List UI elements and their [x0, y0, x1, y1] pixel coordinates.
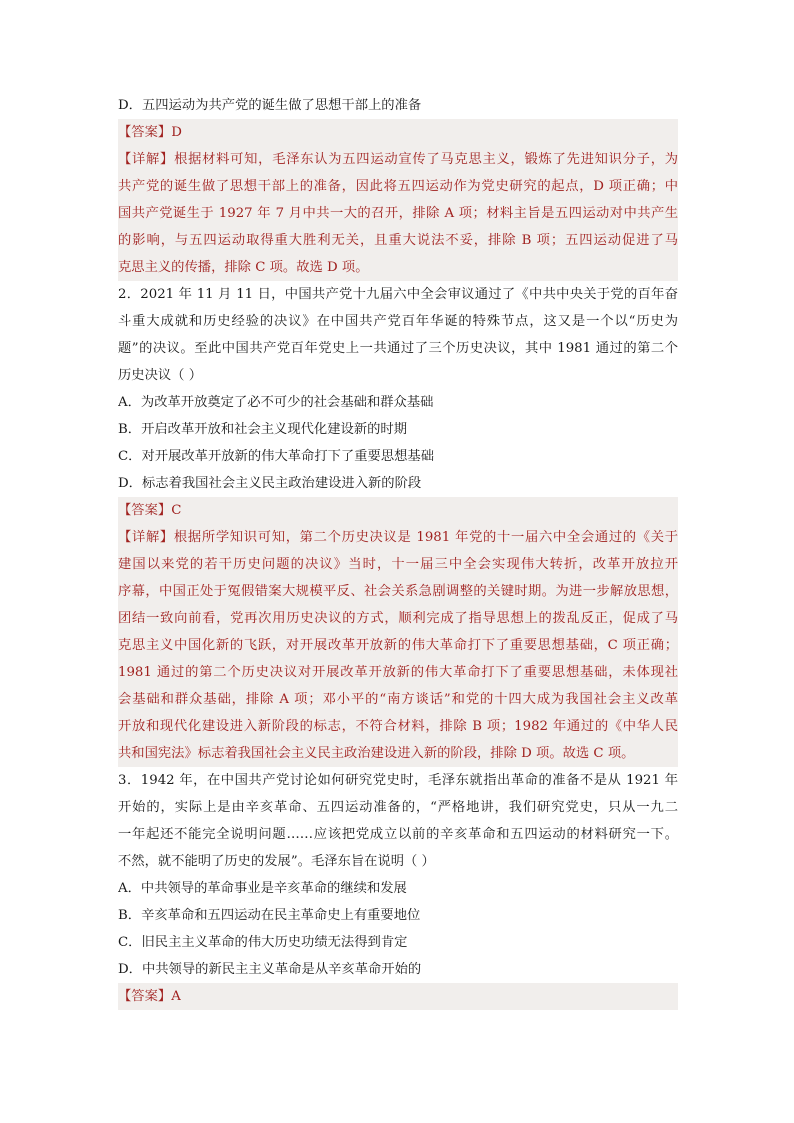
analysis-line: 建国以来党的若干历史问题的决议》当时，十一届三中全会实现伟大转折，改革开放拉开	[118, 557, 678, 572]
stem-line: 2．2021 年 11 月 11 日，中国共产党十九届六中全会审议通过了《中共中央关于党的百年奋	[118, 287, 678, 302]
q3-option-b: B．辛亥革命和五四运动在民主革命史上有重要地位	[118, 908, 421, 923]
q2-option-c: C．对开展改革开放新的伟大革命打下了重要思想基础	[118, 449, 435, 464]
analysis-line: 会基础和群众基础，排除 A 项；邓小平的“南方谈话”和党的十四大成为我国社会主义改革	[118, 692, 678, 707]
stem-line: 历史决议（ ）	[118, 368, 203, 383]
q3-answer	[118, 983, 678, 1010]
analysis-line: 团结一致向前看，党再次用历史决议的方式，顺利完成了指导思想上的拨乱反正，促成了马	[118, 611, 678, 626]
stem-line: 3．1942 年，在中国共产党讨论如何研究党史时，毛泽东就指出革命的准备不是从 1921 年	[118, 773, 678, 788]
analysis-line: 克思主义的传播，排除 C 项。故选 D 项。	[118, 260, 369, 275]
stem-line: 不然，就不能明了历史的发展”。毛泽东旨在说明（ ）	[118, 854, 435, 869]
answer-tag: 【答案】	[118, 125, 172, 140]
answer-value: A	[171, 989, 181, 1004]
answer-value: C	[171, 503, 182, 518]
answer-tag: 【答案】	[118, 989, 172, 1004]
analysis-line: 1981 通过的第二个历史决议对开展改革开放新的伟大革命打下了重要思想基础，未体现社	[118, 665, 678, 680]
q1-answer	[118, 119, 678, 146]
q1-analysis	[118, 146, 678, 281]
q1-option-d: D．五四运动为共产党的诞生做了思想干部上的准备	[118, 98, 422, 113]
answer-tag: 【答案】	[118, 503, 172, 518]
analysis-line: 共产党的诞生做了思想干部上的准备，因此将五四运动作为党史研究的起点，D 项正确；中	[118, 179, 678, 194]
analysis-tag: 【详解】	[118, 530, 174, 545]
q2-stem	[118, 281, 678, 389]
q3-stem	[118, 767, 678, 875]
analysis-line: 克思主义中国化新的飞跃，对开展改革开放新的伟大革命打下了重要思想基础，C 项正确；	[118, 638, 678, 653]
analysis-tag: 【详解】	[118, 152, 175, 167]
stem-line: 题”的决议。至此中国共产党百年党史上一共通过了三个历史决议，其中 1981 通过的第二个	[118, 341, 678, 356]
analysis-line: 国共产党诞生于 1927 年 7 月中共一大的召开，排除 A 项；材料主旨是五四运动对中共产生	[118, 206, 678, 221]
analysis-line: 开放和现代化建设进入新阶段的标志，不符合材料，排除 B 项；1982 年通过的《中华人民	[118, 719, 678, 734]
q2-answer	[118, 497, 678, 524]
question-content	[118, 92, 678, 1010]
answer-value: D	[171, 125, 182, 140]
analysis-line: 共和国宪法》标志着我国社会主义民主政治建设进入新的阶段，排除 D 项。故选 C 项。	[118, 746, 635, 761]
q2-option-b: B．开启改革开放和社会主义现代化建设新的时期	[118, 422, 408, 437]
stem-line: 开始的，实际上是由辛亥革命、五四运动准备的，“严格地讲，我们研究党史，只从一九二	[118, 800, 678, 815]
q2-analysis	[118, 524, 678, 767]
analysis-line: 的影响，与五四运动取得重大胜利无关，且重大说法不妥，排除 B 项；五四运动促进了马	[118, 233, 678, 248]
analysis-line: 序幕，中国正处于冤假错案大规模平反、社会关系急剧调整的关键时期。为进一步解放思想，	[118, 584, 678, 599]
q3-option-a: A．中共领导的革命事业是辛亥革命的继续和发展	[118, 881, 407, 896]
q2-option-d: D．标志着我国社会主义民主政治建设进入新的阶段	[118, 476, 422, 491]
q3-option-d: D．中共领导的新民主主义革命是从辛亥革命开始的	[118, 962, 422, 977]
analysis-line: 【详解】根据所学知识可知，第二个历史决议是 1981 年党的十一届六中全会通过的《关于	[118, 530, 678, 545]
analysis-line: 【详解】根据材料可知，毛泽东认为五四运动宣传了马克思主义，锻炼了先进知识分子，为	[118, 152, 678, 167]
stem-line: 斗重大成就和历史经验的决议》在中国共产党百年华诞的特殊节点，这又是一个以“历史为	[118, 314, 678, 329]
q2-option-a: A．为改革开放奠定了必不可少的社会基础和群众基础	[118, 395, 434, 410]
stem-line: 一年起还不能完全说明问题……应该把党成立以前的辛亥革命和五四运动的材料研究一下。	[118, 827, 678, 842]
q3-option-c: C．旧民主主义革命的伟大历史功绩无法得到肯定	[118, 935, 408, 950]
